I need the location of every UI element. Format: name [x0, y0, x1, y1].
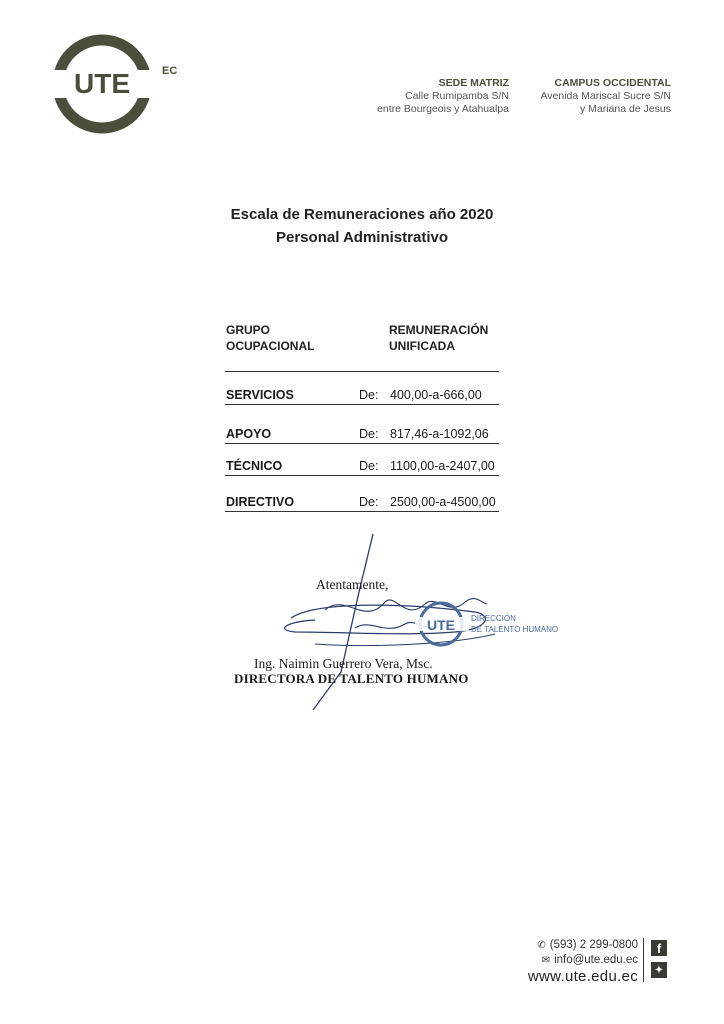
email-text: info@ute.edu.ec	[554, 954, 638, 966]
stamp-logo	[415, 603, 558, 645]
campus-title: CAMPUS OCCIDENTAL	[554, 77, 671, 89]
phone-icon: ✆	[537, 940, 546, 951]
table-row	[225, 455, 499, 476]
phone-text: (593) 2 299-0800	[549, 939, 638, 951]
column-header-remuneration: REMUNERACIÓN UNIFICADA	[389, 323, 489, 353]
campus-line2: y Mariana de Jesus	[579, 103, 671, 115]
ute-logo	[50, 30, 180, 138]
row-range: 1100,00-a-2407,00	[390, 459, 495, 473]
closing-text: Atentamente,	[316, 577, 389, 592]
sede-line2: entre Bourgeois y Atahualpa	[377, 103, 509, 115]
row-prefix: De:	[359, 495, 379, 509]
twitter-icon: ✦	[651, 962, 667, 978]
facebook-icon: f	[651, 940, 667, 956]
row-group: SERVICIOS	[226, 388, 294, 402]
footer-email	[542, 954, 638, 966]
row-range: 2500,00-a-4500,00	[390, 495, 496, 509]
column-header-group: GRUPO OCUPACIONAL	[226, 323, 315, 353]
footer-website: www.ute.edu.ec	[527, 968, 638, 985]
stamp-brand: UTE	[427, 617, 455, 633]
footer-phone	[537, 939, 638, 951]
table-row	[225, 423, 499, 444]
row-range: 817,46-a-1092,06	[390, 427, 489, 441]
stamp-line2: DE TALENTO HUMANO	[471, 625, 559, 634]
sede-title: SEDE MATRIZ	[438, 77, 509, 89]
document-subtitle: Personal Administrativo	[276, 229, 448, 246]
logo-text: UTE	[74, 68, 130, 99]
document-title: Escala de Remuneraciones año 2020	[230, 206, 494, 223]
row-prefix: De:	[359, 459, 379, 473]
campus-line1: Avenida Mariscal Sucre S/N	[540, 90, 671, 102]
row-prefix: De:	[359, 388, 379, 402]
campus-occidental-address	[501, 77, 671, 116]
footer-divider	[643, 938, 644, 982]
sede-line1: Calle Rumipamba S/N	[405, 90, 509, 102]
sede-matriz-address	[329, 77, 509, 116]
signatory-name: Ing. Naimin Guerrero Vera, Msc.	[254, 656, 433, 671]
stamp-line1: DIRECCIÓN	[471, 614, 516, 623]
logo-suffix: EC	[162, 65, 178, 77]
row-group: DIRECTIVO	[226, 495, 295, 509]
row-group: TÉCNICO	[226, 459, 283, 473]
table-row	[225, 491, 499, 512]
row-prefix: De:	[359, 427, 379, 441]
mail-icon: ✉	[541, 955, 551, 966]
header-divider	[225, 371, 499, 372]
row-group: APOYO	[226, 427, 272, 441]
signatory-role: DIRECTORA DE TALENTO HUMANO	[234, 671, 469, 686]
row-range: 400,00-a-666,00	[390, 388, 482, 402]
table-row	[225, 384, 499, 405]
